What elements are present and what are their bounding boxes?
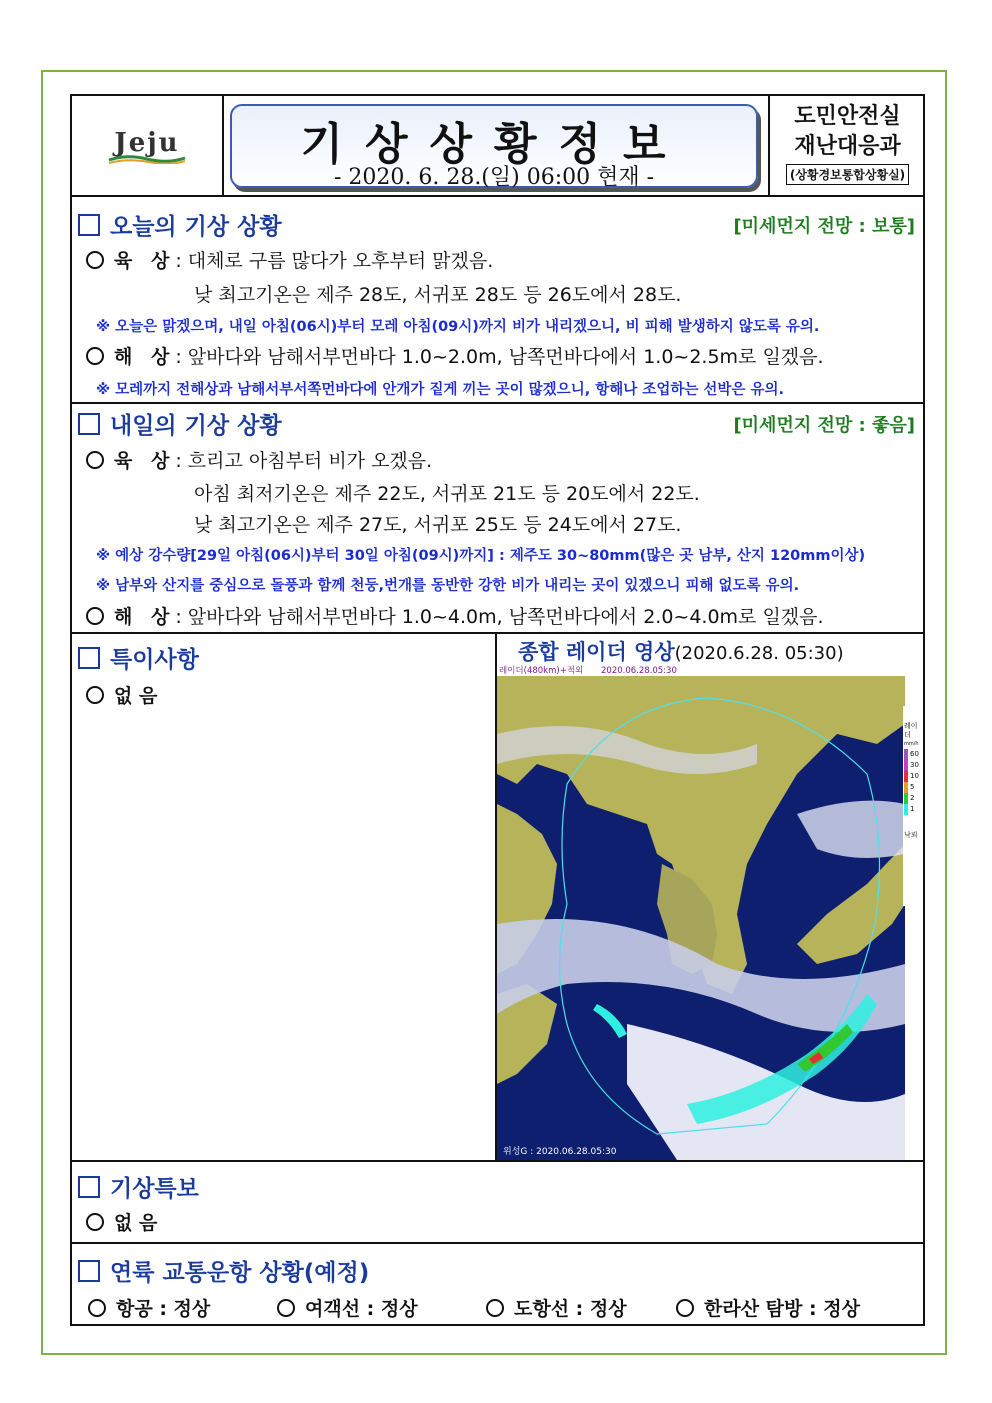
tomorrow-min-temp: 아침 최저기온은 제주 22도, 서귀포 21도 등 20도에서 22도. [194, 483, 700, 505]
legend-row [904, 793, 924, 804]
circle-bullet-icon [88, 1299, 106, 1317]
traffic-ship: 여객선 : 정상 [277, 1294, 418, 1321]
circle-bullet-icon [86, 607, 104, 625]
legend-swatch [904, 793, 908, 804]
legend-value: 10 [910, 772, 919, 780]
circle-bullet-icon [676, 1299, 694, 1317]
checkbox-icon [78, 214, 100, 236]
jeju-logo [72, 96, 224, 195]
today-dust-outlook: [미세먼지 전망 : 보통] [733, 216, 915, 237]
divider [72, 402, 923, 404]
radar-bottom-label: 위성G : 2020.06.28.05:30 [503, 1147, 617, 1157]
warning-section-title: 기상특보 [78, 1170, 199, 1203]
report-datetime: - 2020. 6. 28.(일) 06:00 현재 - [333, 165, 655, 190]
legend-row [904, 760, 924, 771]
circle-bullet-icon [486, 1299, 504, 1317]
today-land-line: 육 상: 대체로 구름 많다가 오후부터 맑겠음. [86, 246, 493, 273]
radar-legend-panel [904, 722, 924, 840]
tomorrow-note-storm: ※ 남부와 산지를 중심으로 돌풍과 함께 천둥,번개를 동반한 강한 비가 내리는 곳이 있겠으니 피해 없도록 유의. [96, 578, 800, 594]
legend-row [904, 782, 924, 793]
radar-title: 종합 레이더 영상(2020.6.28. 05:30) [518, 640, 844, 664]
checkbox-icon [78, 413, 100, 435]
traffic-section-title: 연륙 교통운항 상황(예정) [78, 1254, 369, 1287]
circle-bullet-icon [86, 1213, 104, 1231]
legend-swatch [904, 782, 908, 793]
dept-name: 도민안전실 [794, 104, 901, 129]
legend-swatch [904, 771, 908, 782]
header-divider [72, 195, 923, 197]
special-item: 없 음 [86, 681, 157, 708]
circle-bullet-icon [86, 451, 104, 469]
today-sea-line: 해 상: 앞바다와 남해서부먼바다 1.0~2.0m, 남쪽먼바다에서 1.0~2.5m로 일겠음. [86, 342, 824, 369]
today-land-temp: 낮 최고기온은 제주 28도, 서귀포 28도 등 26도에서 28도. [194, 284, 682, 306]
logo-wave-icon [107, 154, 187, 164]
page-title: 기상상황정보 [300, 119, 688, 170]
traffic-air: 항공 : 정상 [88, 1294, 210, 1321]
department-box [768, 96, 925, 195]
legend-row [904, 749, 924, 760]
legend-value: 2 [910, 794, 915, 802]
legend-swatch [904, 749, 908, 760]
today-note-fog: ※ 모레까지 전해상과 남해서부서쪽먼바다에 안개가 짙게 끼는 곳이 많겠으니, 항해나 조업하는 선박은 유의. [96, 382, 784, 398]
tomorrow-section-title: 내일의 기상 상황 [78, 407, 282, 440]
special-section-title: 특이사항 [78, 641, 199, 674]
tomorrow-land-line: 육 상: 흐리고 아침부터 비가 오겠음. [86, 446, 432, 473]
tomorrow-sea-line: 해 상: 앞바다와 남해서부먼바다 1.0~4.0m, 남쪽먼바다에서 2.0~4.0m로 일겠음. [86, 602, 824, 629]
traffic-hallasan: 한라산 탐방 : 정상 [676, 1294, 860, 1321]
title-box [230, 104, 758, 188]
circle-bullet-icon [277, 1299, 295, 1317]
weather-report-sheet [70, 94, 925, 1326]
checkbox-icon [78, 1260, 100, 1282]
radar-time: (2020.6.28. 05:30) [674, 643, 844, 664]
legend-title: 레이더 [904, 722, 918, 739]
circle-bullet-icon [86, 251, 104, 269]
legend-swatch [904, 760, 908, 771]
legend-swatch [904, 804, 908, 815]
warning-item: 없 음 [86, 1208, 157, 1235]
legend-value: 60 [910, 750, 919, 758]
divider [72, 1160, 923, 1162]
tomorrow-dust-outlook: [미세먼지 전망 : 좋음] [733, 415, 915, 436]
circle-bullet-icon [86, 347, 104, 365]
dept-office: (상황경보통합상황실) [786, 164, 909, 185]
circle-bullet-icon [86, 686, 104, 704]
tomorrow-note-rainfall: ※ 예상 강수량[29일 아침(06시)부터 30일 아침(09시)까지] : 제주도 30~80mm(많은 곳 남부, 산지 120mm이상) [96, 548, 866, 564]
checkbox-icon [78, 647, 100, 669]
today-note-rain: ※ 오늘은 맑겠으며, 내일 아침(06시)부터 모레 아침(09시)까지 비가 내리겠으니, 비 피해 발생하지 않도록 유의. [96, 319, 820, 335]
legend-row [904, 771, 924, 782]
legend-unit: mm/h [904, 741, 919, 747]
legend-row [904, 804, 924, 815]
dept-division: 재난대응과 [794, 134, 901, 159]
checkbox-icon [78, 1176, 100, 1198]
legend-lightning: 낙뢰 [904, 831, 918, 839]
legend-value: 1 [910, 805, 915, 813]
today-section-title: 오늘의 기상 상황 [78, 208, 282, 241]
divider [72, 1242, 923, 1244]
divider [72, 632, 923, 634]
legend-value: 5 [910, 783, 915, 791]
radar-top-label: 레이더(480km)+적외 [499, 666, 584, 676]
tomorrow-max-temp: 낮 최고기온은 제주 27도, 서귀포 25도 등 24도에서 27도. [194, 514, 682, 536]
radar-top-time: 2020.06.28.05:30 [601, 666, 677, 676]
logo-text: Jeju [114, 127, 180, 158]
traffic-island: 도항선 : 정상 [486, 1294, 627, 1321]
radar-image [497, 664, 905, 1160]
legend-value: 30 [910, 761, 919, 769]
